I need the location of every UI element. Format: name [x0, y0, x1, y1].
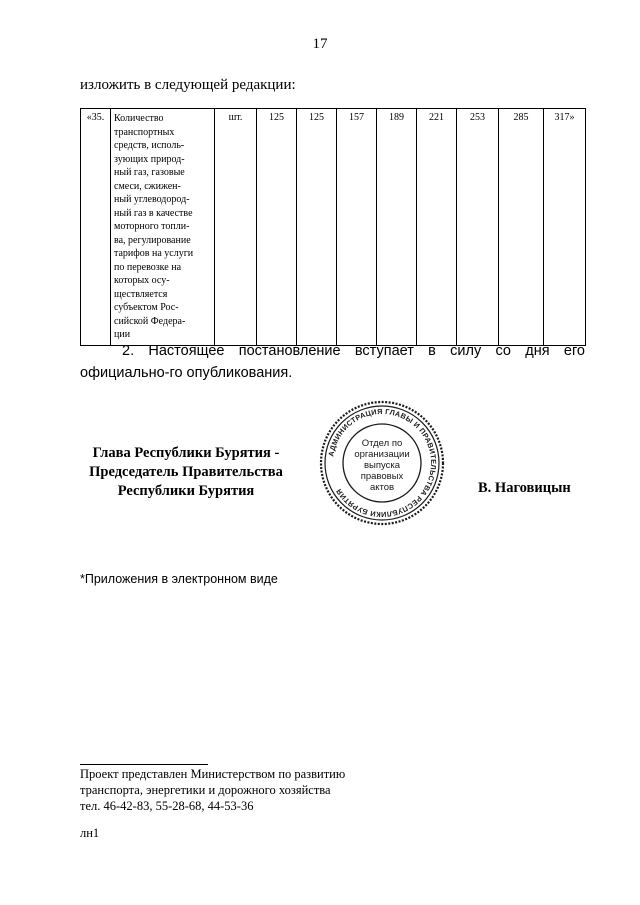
seal-center-line: актов [369, 482, 395, 493]
footer-line: Проект представлен Министерством по развитию [80, 767, 346, 781]
description-line: ный газ, газовые [114, 167, 185, 178]
intro-text: изложить в следующей редакции: [80, 77, 296, 93]
amendment-table [80, 108, 586, 346]
page-number: 17 [312, 36, 328, 52]
document-code: лн1 [80, 826, 100, 840]
signatory-title-line: Глава Республики Бурятия - [92, 445, 280, 461]
value-cell: 189 [377, 109, 417, 346]
value-cell: 157 [337, 109, 377, 346]
official-seal [318, 399, 446, 527]
signatory-title [70, 444, 302, 501]
seal-graphic [318, 399, 446, 527]
signatory-title-line: Председатель Правительства [89, 464, 283, 480]
table-row [81, 109, 586, 346]
value-cell: 285 [499, 109, 544, 346]
description-line: ва, регулирование [114, 234, 191, 246]
value-cell: 125 [257, 109, 297, 346]
description-line: сийской Федера- [114, 315, 186, 327]
description-line: средств, исполь- [114, 140, 185, 151]
row-number-cell: «35. [81, 109, 111, 346]
description-line: субъектом Рос- [114, 302, 179, 313]
description-line: ный углеводород- [114, 194, 190, 205]
seal-center-line: выпуска [363, 460, 401, 471]
value-cell: 253 [457, 109, 499, 346]
effective-date-paragraph [80, 340, 585, 384]
unit-cell: шт. [215, 109, 257, 346]
value-cell: 221 [417, 109, 457, 346]
footer-divider [80, 764, 208, 765]
footer-line: транспорта, энергетики и дорожного хозяйства [80, 783, 331, 797]
description-line: моторного топли- [114, 221, 190, 232]
attachments-note: *Приложения в электронном виде [80, 572, 278, 586]
signatory-title-line: Республики Бурятия [117, 483, 255, 499]
description-line: ции [114, 329, 131, 340]
seal-center-line: правовых [360, 471, 404, 482]
value-cell: 317» [544, 109, 586, 346]
signatory-name: В. Наговицын [478, 480, 571, 496]
seal-center-line: Отдел по [361, 438, 403, 449]
description-line: тарифов на услуги [114, 248, 194, 259]
description-line: зующих природ- [114, 153, 185, 165]
description-line: ный газ в качестве [114, 207, 193, 219]
description-line: смеси, сжижен- [114, 180, 181, 192]
description-line: транспортных [114, 126, 175, 138]
seal-ring-text: АДМИНИСТРАЦИЯ ГЛАВЫ И ПРАВИТЕЛЬСТВА РЕСПУБЛИКИ БУРЯТИЯ [326, 406, 439, 520]
description-cell [111, 109, 215, 346]
footer-line: тел. 46-42-83, 55-28-68, 44-53-36 [80, 799, 254, 813]
paragraph-text: 2. Настоящее постановление вступает в силу со дня его официально-го опубликования. [80, 343, 585, 381]
footer-info [80, 766, 345, 814]
description-line: ществляется [114, 288, 168, 300]
value-cell: 125 [297, 109, 337, 346]
seal-center-line: организации [354, 449, 410, 460]
description-line: Количество [114, 113, 164, 124]
description-line: по перевозке на [114, 261, 182, 273]
description-line: которых осу- [114, 275, 170, 286]
